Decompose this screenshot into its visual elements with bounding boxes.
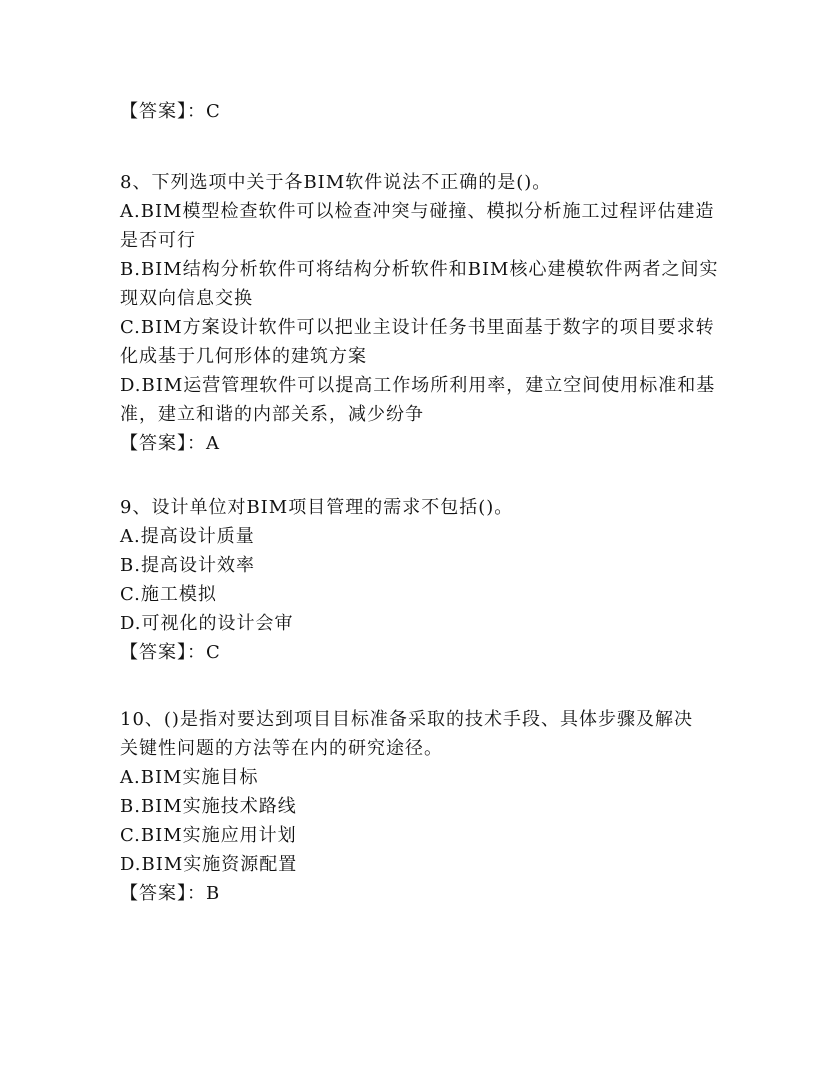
question-10: [120, 705, 744, 908]
answer-line: 【答案】：B: [120, 883, 221, 904]
option-d-line-1: D.BIM运营管理软件可以提高工作场所利用率，建立空间使用标准和基: [120, 375, 716, 396]
option-d-line-2: 准，建立和谐的内部关系，减少纷争: [120, 404, 424, 425]
answer-line: 【答案】：A: [120, 433, 220, 454]
option-b: B.BIM实施技术路线: [120, 796, 297, 817]
option-c-line-1: C.BIM方案设计软件可以把业主设计任务书里面基于数字的项目要求转: [120, 317, 715, 338]
option-a-line-2: 是否可行: [120, 230, 196, 251]
option-c: C.施工模拟: [120, 584, 217, 605]
previous-answer: [120, 97, 744, 126]
question-stem: 8、下列选项中关于各BIM软件说法不正确的是()。: [120, 172, 552, 193]
question-stem-line-1: 10、()是指对要达到项目目标准备采取的技术手段、具体步骤及解决: [120, 709, 693, 730]
option-a: A.提高设计质量: [120, 526, 255, 547]
option-a-line-1: A.BIM模型检查软件可以检查冲突与碰撞、模拟分析施工过程评估建造: [120, 201, 715, 222]
option-c: C.BIM实施应用计划: [120, 825, 297, 846]
question-9: [120, 493, 744, 667]
option-d: D.可视化的设计会审: [120, 613, 294, 634]
question-stem: 9、设计单位对BIM项目管理的需求不包括()。: [120, 497, 514, 518]
option-a: A.BIM实施目标: [120, 767, 259, 788]
question-stem-line-2: 关键性问题的方法等在内的研究途径。: [120, 738, 443, 759]
question-8: [120, 168, 744, 458]
option-b-line-2: 现双向信息交换: [120, 288, 253, 309]
option-d: D.BIM实施资源配置: [120, 854, 298, 875]
answer-line: 【答案】：C: [120, 642, 221, 663]
option-b: B.提高设计效率: [120, 555, 255, 576]
option-c-line-2: 化成基于几何形体的建筑方案: [120, 346, 367, 367]
answer-line: 【答案】：C: [120, 101, 221, 122]
option-b-line-1: B.BIM结构分析软件可将结构分析软件和BIM核心建模软件两者之间实: [120, 259, 719, 280]
